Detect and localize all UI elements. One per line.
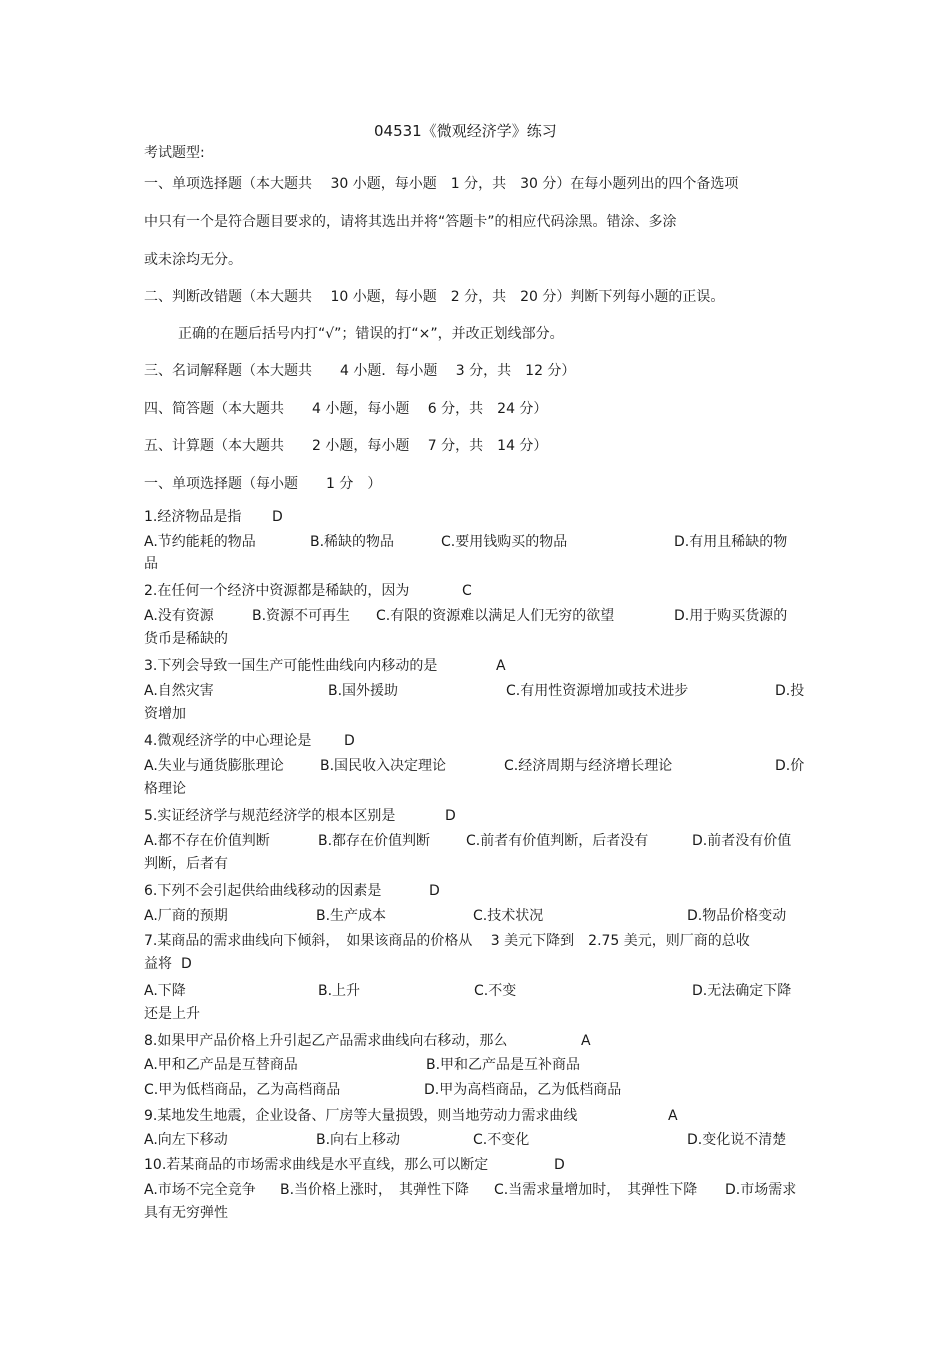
option-d: D.用于购买货源的	[674, 608, 788, 624]
option-b: B.都存在价值判断	[318, 833, 431, 849]
section-1-desc: 一、单项选择题（本大题共 30 小题，每小题 1 分，共 30 分）在每小题列出的四个备选项	[144, 176, 739, 192]
option-b: B.向右上移动	[316, 1132, 401, 1148]
option-d: D.投	[775, 683, 805, 699]
option-c: C.技术状况	[473, 908, 544, 924]
question-answer: D	[272, 509, 283, 525]
section-2-desc-2: 正确的在题后括号内打“√”；错误的打“×”，并改正划线部分。	[178, 326, 564, 342]
option-b: B.生产成本	[316, 908, 387, 924]
option-c: C.有用性资源增加或技术进步	[506, 683, 689, 699]
question-stem: 10.若某商品的市场需求曲线是水平直线，那么可以断定	[144, 1157, 489, 1173]
question-answer: D	[554, 1157, 565, 1173]
option-d: D.价	[775, 758, 805, 774]
option-b: B.上升	[318, 983, 361, 999]
option-a: A.没有资源	[144, 608, 214, 624]
option-a: A.厂商的预期	[144, 908, 228, 924]
question-answer: C	[462, 583, 472, 599]
option-a: A.自然灾害	[144, 683, 214, 699]
part-heading: 一、单项选择题（每小题 1 分 ）	[144, 476, 382, 492]
question-answer: A	[668, 1108, 678, 1124]
option-c: C.经济周期与经济增长理论	[504, 758, 673, 774]
question-stem-continued: 益将	[144, 956, 172, 972]
question-stem: 7.某商品的需求曲线向下倾斜， 如果该商品的价格从 3 美元下降到 2.75 美元，则厂商的总收	[144, 933, 750, 949]
option-c: C.当需求量增加时， 其弹性下降	[494, 1182, 698, 1198]
option-a: A.失业与通货膨胀理论	[144, 758, 284, 774]
option-b: B.国外援助	[328, 683, 399, 699]
question-stem: 8.如果甲产品价格上升引起乙产品需求曲线向右移动，那么	[144, 1033, 508, 1049]
section-1-desc-3: 或未涂均无分。	[144, 252, 242, 268]
section-3-desc: 三、名词解释题（本大题共 4 小题．每小题 3 分，共 12 分）	[144, 363, 576, 379]
option-b: B.稀缺的物品	[310, 534, 395, 550]
option-d: D.甲为高档商品，乙为低档商品	[424, 1082, 622, 1098]
option-b: B.当价格上涨时， 其弹性下降	[280, 1182, 470, 1198]
question-stem: 6.下列不会引起供给曲线移动的因素是	[144, 883, 382, 899]
option-wrap: 资增加	[144, 706, 186, 722]
option-wrap: 货币是稀缺的	[144, 631, 228, 647]
option-a: A.节约能耗的物品	[144, 534, 256, 550]
document-title: 04531《微观经济学》练习	[374, 122, 557, 140]
option-d: D.市场需求	[725, 1182, 797, 1198]
option-b: B.甲和乙产品是互补商品	[426, 1057, 581, 1073]
section-1-desc-2: 中只有一个是符合题目要求的，请将其选出并将“答题卡”的相应代码涂黑。错涂、多涂	[144, 214, 677, 230]
option-a: A.都不存在价值判断	[144, 833, 270, 849]
option-d: D.无法确定下降	[692, 983, 792, 999]
section-2-desc: 二、判断改错题（本大题共 10 小题，每小题 2 分，共 20 分）判断下列每小题的正误。	[144, 289, 725, 305]
option-c: C.不变	[474, 983, 517, 999]
question-stem: 2.在任何一个经济中资源都是稀缺的，因为	[144, 583, 410, 599]
question-answer: A	[496, 658, 506, 674]
question-stem: 3.下列会导致一国生产可能性曲线向内移动的是	[144, 658, 438, 674]
question-stem: 4.微观经济学的中心理论是	[144, 733, 312, 749]
option-a: A.向左下移动	[144, 1132, 228, 1148]
question-answer: A	[581, 1033, 591, 1049]
option-a: A.甲和乙产品是互替商品	[144, 1057, 298, 1073]
exam-types-label: 考试题型:	[144, 145, 205, 161]
question-answer: D	[429, 883, 440, 899]
option-wrap: 具有无穷弹性	[144, 1205, 228, 1221]
option-c: C.前者有价值判断，后者没有	[466, 833, 649, 849]
option-c: C.不变化	[473, 1132, 530, 1148]
option-d: D.物品价格变动	[687, 908, 787, 924]
option-c: C.要用钱购买的物品	[441, 534, 568, 550]
question-answer: D	[181, 956, 192, 972]
option-d: D.前者没有价值	[692, 833, 792, 849]
question-stem: 1.经济物品是指	[144, 509, 242, 525]
section-4-desc: 四、简答题（本大题共 4 小题，每小题 6 分，共 24 分）	[144, 401, 548, 417]
option-a: A.下降	[144, 983, 186, 999]
question-stem: 5.实证经济学与规范经济学的根本区别是	[144, 808, 396, 824]
option-a: A.市场不完全竞争	[144, 1182, 256, 1198]
question-answer: D	[344, 733, 355, 749]
option-c: C.有限的资源难以满足人们无穷的欲望	[376, 608, 615, 624]
option-c: C.甲为低档商品，乙为高档商品	[144, 1082, 341, 1098]
option-wrap: 格理论	[144, 781, 186, 797]
option-wrap: 品	[144, 556, 158, 572]
option-d: D.有用且稀缺的物	[674, 534, 788, 550]
option-b: B.国民收入决定理论	[320, 758, 447, 774]
option-wrap: 还是上升	[144, 1006, 200, 1022]
section-5-desc: 五、计算题（本大题共 2 小题，每小题 7 分，共 14 分）	[144, 438, 548, 454]
option-b: B.资源不可再生	[252, 608, 351, 624]
question-answer: D	[445, 808, 456, 824]
option-d: D.变化说不清楚	[687, 1132, 787, 1148]
option-wrap: 判断，后者有	[144, 856, 228, 872]
question-stem: 9.某地发生地震，企业设备、厂房等大量损毁，则当地劳动力需求曲线	[144, 1108, 578, 1124]
